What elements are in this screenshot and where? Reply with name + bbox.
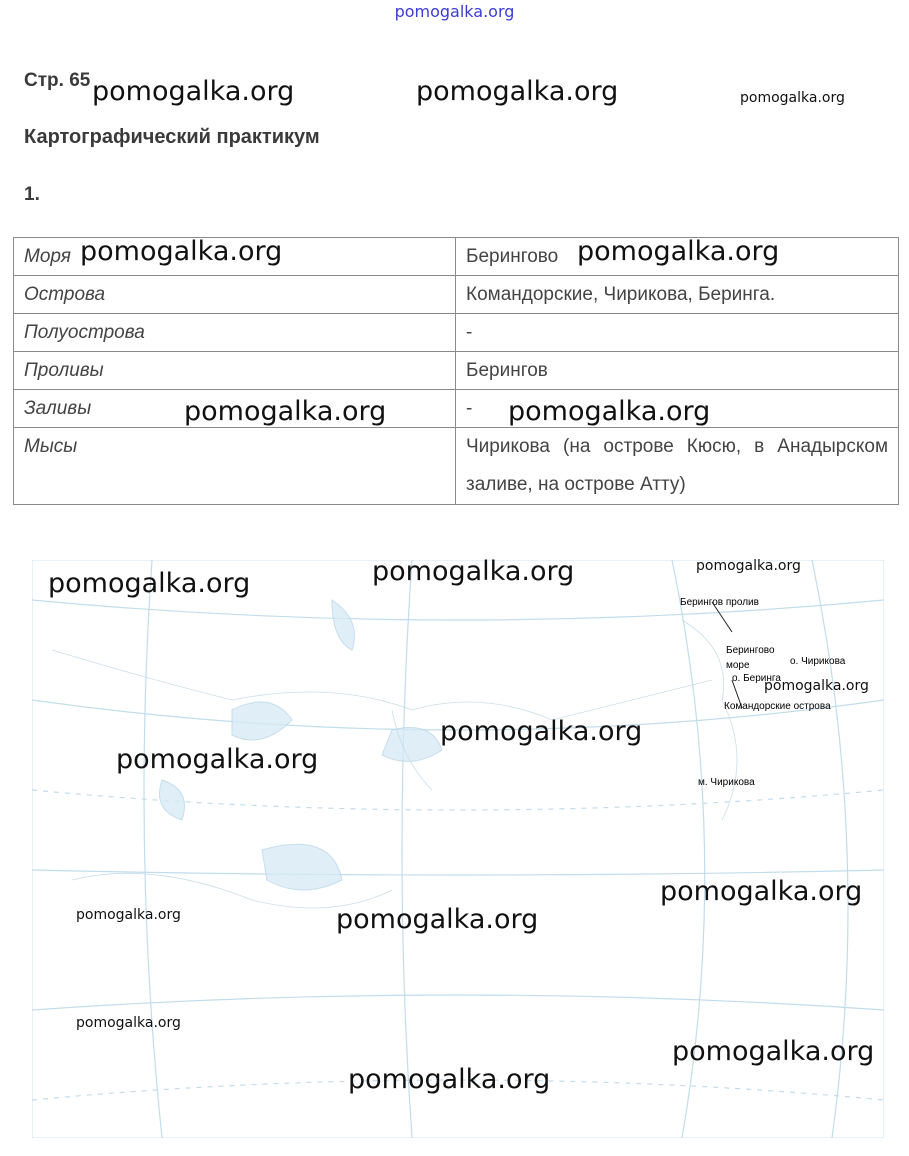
label-bering-sea-1: Берингово — [726, 645, 775, 656]
watermark: pomogalka.org — [508, 396, 711, 427]
row-key-islands: Острова — [14, 276, 456, 314]
row-value-islands: Командорские, Чирикова, Беринга. — [456, 276, 899, 314]
label-bering-sea-2: море — [726, 660, 750, 671]
row-key-peninsulas: Полуострова — [14, 314, 456, 352]
answer-table — [13, 237, 899, 505]
watermark: pomogalka.org — [76, 1015, 181, 1031]
row-value-capes: Чирикова (на острове Кюсю, в Анадырском заливе, на острове Атту) — [456, 428, 899, 505]
row-key-capes: Мысы — [14, 428, 456, 505]
label-chirikov-island: о. Чирикова — [790, 656, 846, 667]
watermark: pomogalka.org — [740, 90, 845, 106]
watermark: pomogalka.org — [440, 716, 643, 747]
table-row — [14, 276, 899, 314]
watermark: pomogalka.org — [336, 904, 539, 935]
row-key-straits: Проливы — [14, 352, 456, 390]
task-number: 1. — [24, 184, 40, 205]
row-key-bays: Заливы — [14, 390, 456, 428]
watermark: pomogalka.org — [116, 744, 319, 775]
section-title: Картографический практикум — [24, 126, 320, 148]
watermark: pomogalka.org — [76, 907, 181, 923]
label-bering-strait: Берингов пролив — [680, 597, 759, 608]
table-row — [14, 390, 899, 428]
row-value-bays: - — [456, 390, 899, 428]
watermark: pomogalka.org — [672, 1036, 875, 1067]
label-commander-islands: Командорские острова — [724, 701, 831, 712]
label-bering-island: о. Беринга — [732, 673, 781, 684]
label-cape-chirikov: м. Чирикова — [698, 777, 755, 788]
row-value-peninsulas: - — [456, 314, 899, 352]
row-value-seas: Берингово — [456, 238, 899, 276]
watermark: pomogalka.org — [660, 876, 863, 907]
table-row — [14, 314, 899, 352]
watermark: pomogalka.org — [184, 396, 387, 427]
watermark: pomogalka.org — [80, 236, 283, 267]
table-row — [14, 352, 899, 390]
watermark: pomogalka.org — [577, 236, 780, 267]
watermark: pomogalka.org — [348, 1064, 551, 1095]
watermark: pomogalka.org — [372, 556, 575, 587]
watermark: pomogalka.org — [764, 678, 869, 694]
row-key-seas: Моря — [14, 238, 456, 276]
watermark: pomogalka.org — [696, 558, 801, 574]
page-reference: Стр. 65 — [24, 70, 91, 91]
table-row — [14, 428, 899, 505]
row-value-straits: Берингов — [456, 352, 899, 390]
watermark: pomogalka.org — [416, 76, 619, 107]
watermark: pomogalka.org — [92, 76, 295, 107]
watermark: pomogalka.org — [48, 568, 251, 599]
site-header-link[interactable]: pomogalka.org — [394, 2, 515, 21]
